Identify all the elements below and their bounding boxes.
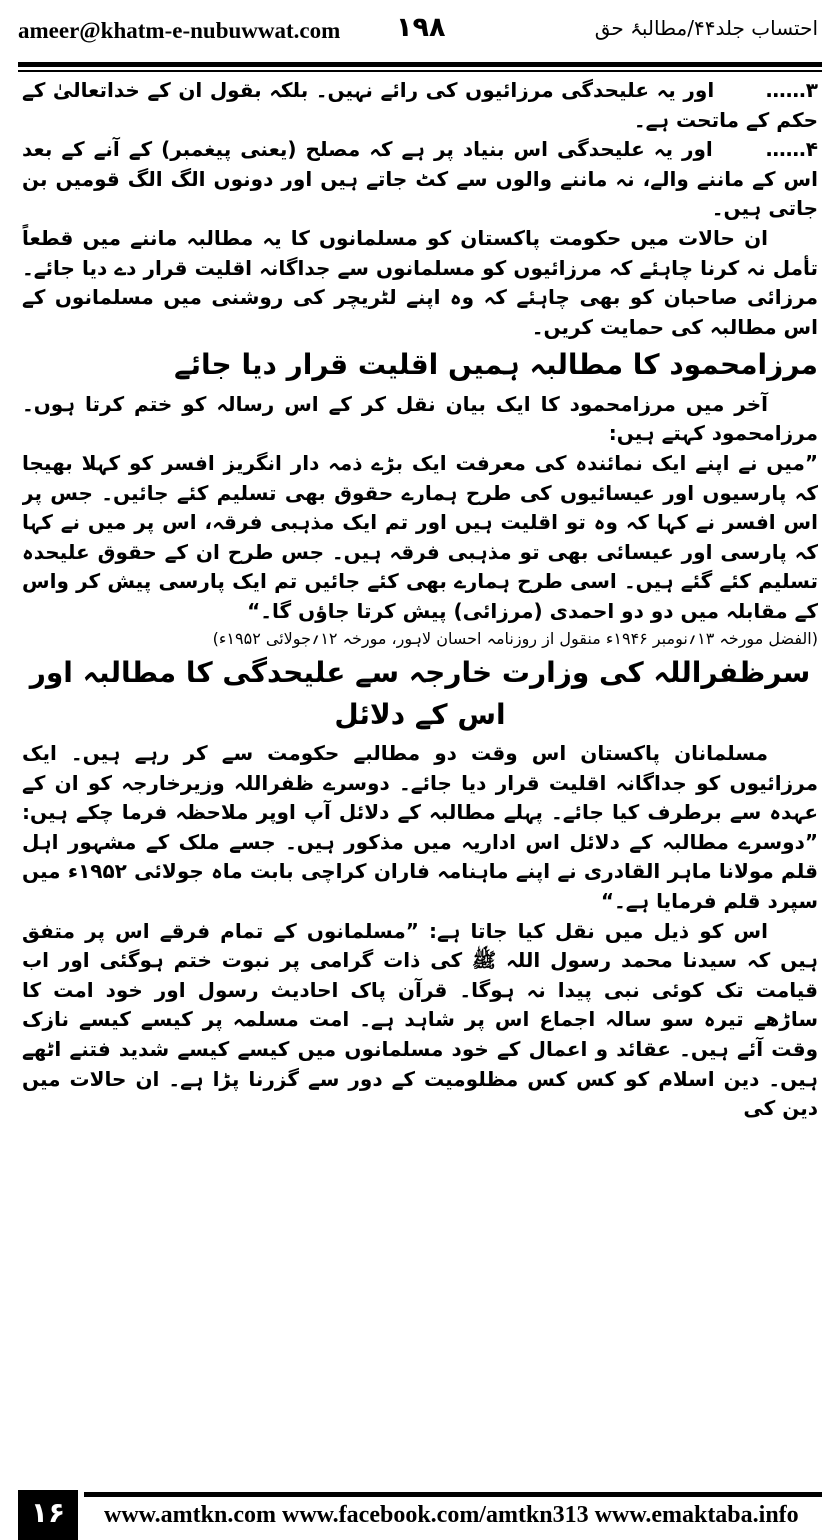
header-email: ameer@khatm-e-nubuwwat.com (18, 18, 341, 43)
header-rule-thick (18, 62, 822, 67)
point-3-number: ۳…… (765, 78, 818, 102)
quote-mirza-mahmood: ”میں نے اپنے ایک نمائندہ کی معرفت ایک بڑے ذمہ دار انگریز افسر کو کہلا بھیجا کہ پارسیوں اور عیسائیوں کی طرح ہمارے حقوق بھی تسلیم کئے جائیں۔ جس پر اس افسر نے کہا کہ وہ تو اقلیت ہیں اور تم ایک مذہبی فرقہ، اس پر میں نے کہا کہ پارسی اور عیسائی بھی تو مذہبی فرقہ ہیں۔ جس طرح ان کے حقوق علیحدہ تسلیم کئے گئے ہیں۔ اسی طرح ہمارے بھی کئے جائیں تم ایک پارسی پیش کر واس کے مقابلہ میں دو دو احمدی (مرزائی) پیش کرتا جاؤں گا۔“ (22, 450, 818, 623)
page-header (18, 14, 822, 54)
footer-website-links: www.amtkn.com www.facebook.com/amtkn313 www.emaktaba.info (104, 1502, 799, 1528)
paragraph-2: آخر میں مرزامحمود کا ایک بیان نقل کر کے اس رسالہ کو ختم کرتا ہوں۔ مرزامحمود کہتے ہیں: (22, 391, 818, 446)
point-3 (22, 76, 818, 135)
paragraph-4: اس کو ذیل میں نقل کیا جاتا ہے: ”مسلمانوں کے تمام فرقے اس پر متفق ہیں کہ سیدنا محمد رسول اللہ ﷺ کی ذات گرامی پر نبوت ختم ہوگئی اور اب قیامت تک کوئی نبی پیدا نہ ہوگا۔ قرآن پاک احادیث رسول اور خود امت کا ساڑھے تیرہ سو سالہ اجماع اس پر شاہد ہے۔ امت مسلمہ پر کیسے کیسے نازک وقت آئے ہیں۔ عقائد و اعمال کے خود مسلمانوں میں کیسے کیسے شدید فتنے اٹھے ہیں۔ دین اسلام کو کس کس مظلومیت کے دور سے گزرنا پڑا ہے۔ ان حالات میں دین کی (22, 918, 818, 1121)
header-rule-thin (18, 70, 822, 72)
page-body (22, 76, 818, 1466)
paragraph-1: ان حالات میں حکومت پاکستان کو مسلمانوں کا یہ مطالبہ ماننے میں قطعاً تأمل نہ کرنا چاہئے کہ مرزائیوں کو مسلمانوں سے جداگانہ اقلیت قرار دے دیا جائے۔ مرزائی صاحبان کو بھی چاہئے کہ وہ اپنے لٹریچر کی روشنی میں مسلمانوں کے اس مطالبہ کی حمایت کریں۔ (22, 225, 818, 339)
reference-alfazl: (الفضل مورخہ ۱۳؍نومبر ۱۹۴۶ء منقول از روزنامہ احسان لاہور، مورخہ ۱۲؍جولائی ۱۹۵۲ء) (212, 628, 818, 648)
point-4 (22, 135, 818, 224)
point-3-text: اور یہ علیحدگی مرزائیوں کی رائے نہیں۔ بلکہ بقول ان کے خداتعالیٰ کے حکم کے ماتحت ہے۔ (22, 78, 818, 132)
footer-page-number: ۱۶ (18, 1490, 78, 1540)
paragraph-3: مسلمانان پاکستان اس وقت دو مطالبے حکومت سے کر رہے ہیں۔ ایک مرزائیوں کو جداگانہ اقلیت قرار دیا جائے۔ دوسرے ظفراللہ وزیرخارجہ کو ان کے عہدہ سے برطرف کیا جائے۔ پہلے مطالبہ کے دلائل آپ اوپر ملاحظہ فرما چکے ہیں: ”دوسرے مطالبہ کے دلائل اس اداریہ میں مذکور ہیں۔ جسے ملک کے مشہور اہل قلم مولانا ماہر القادری نے اپنے ماہنامہ فاران کراچی بابت ماہ جولائی ۱۹۵۲ء میں سپرد قلم فرمایا ہے۔“ (22, 741, 818, 914)
header-book-title: احتساب جلد۴۴/مطالبۂ حق (594, 16, 818, 40)
heading-zafarullah-removal: سرظفراللہ کی وزارت خارجہ سے علیحدگی کا مطالبہ اور اس کے دلائل (29, 656, 811, 731)
point-4-number: ۴…… (765, 137, 818, 162)
header-page-number: ۱۹۸ (396, 12, 446, 43)
footer-rule (84, 1492, 822, 1497)
heading-mirza-mahmood-demand: مرزامحمود کا مطالبہ ہمیں اقلیت قرار دیا جائے (174, 348, 818, 382)
point-4-text: اور یہ علیحدگی اس بنیاد پر ہے کہ مصلح (یعنی پیغمبر) کے آنے کے بعد اس کے ماننے والے، نہ ماننے والوں سے کٹ جاتے ہیں اور دونوں الگ الگ قومیں بن جاتی ہیں۔ (22, 137, 818, 221)
